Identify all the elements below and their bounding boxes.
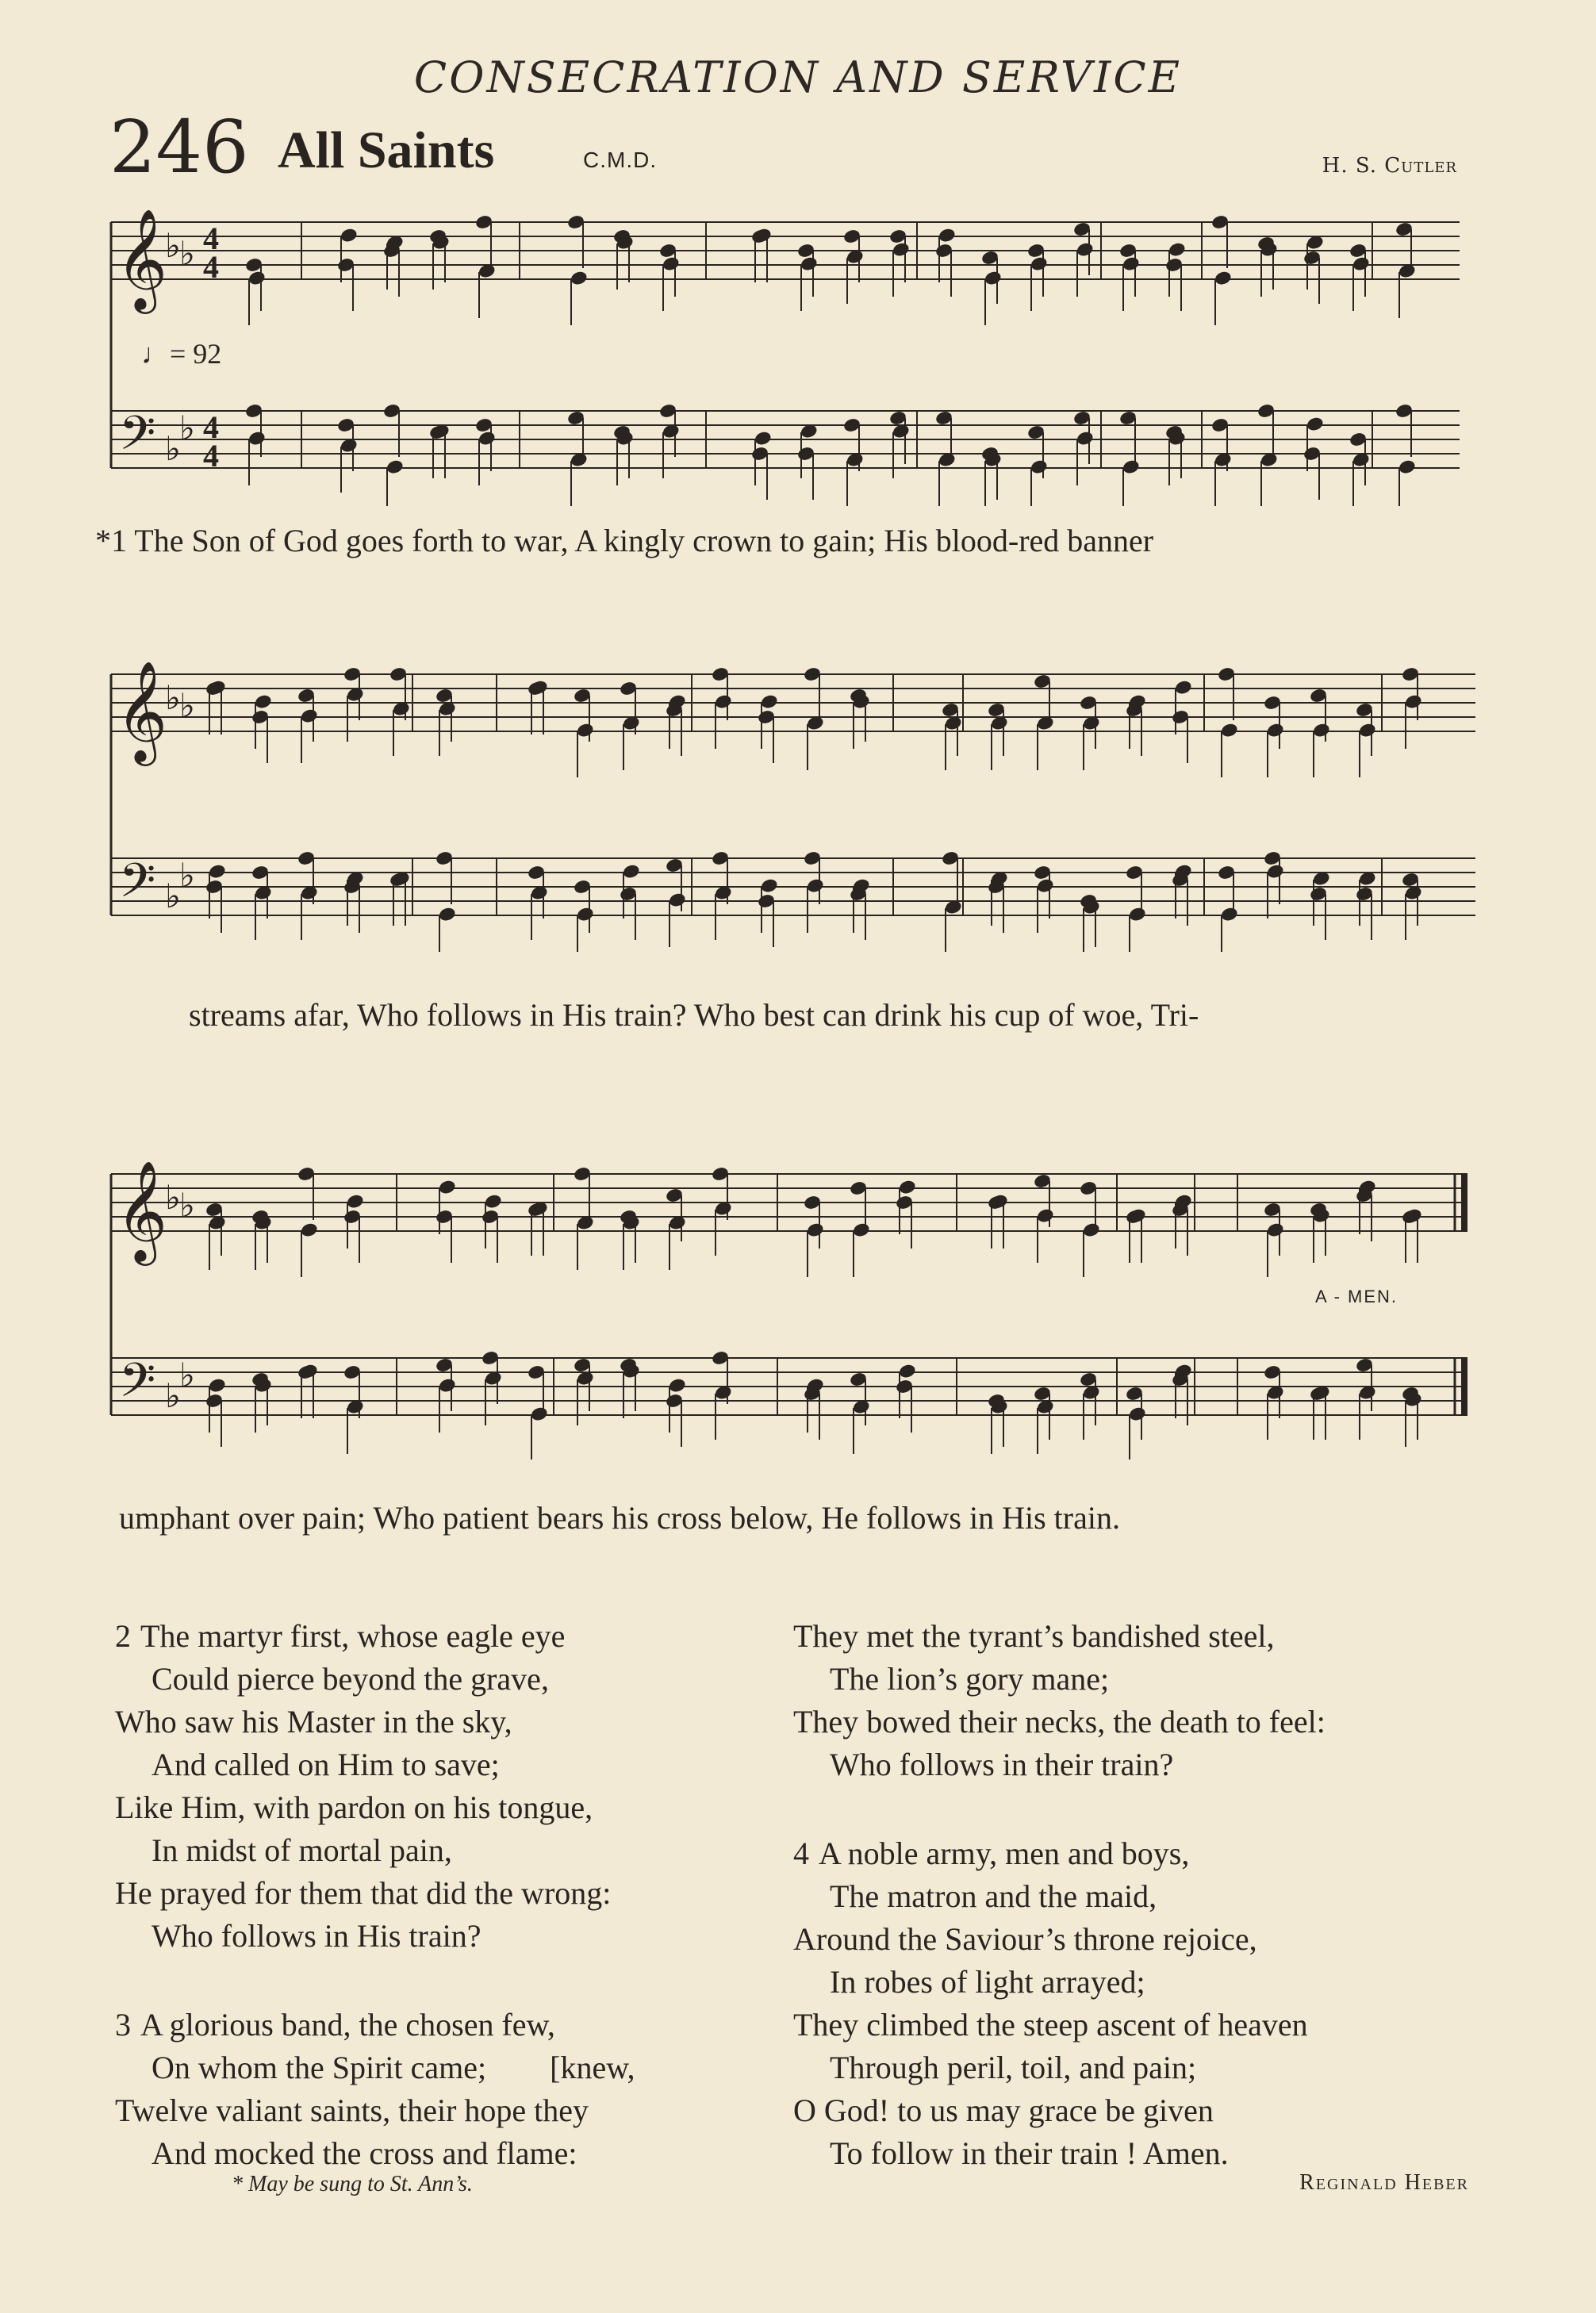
note-head: [208, 863, 227, 880]
verse-line: 4 A noble army, men and boys,: [793, 1832, 1491, 1875]
verse-line: And mocked the cross and flame:: [152, 2135, 577, 2171]
flat-icon: ♭: [179, 409, 195, 447]
note-head: [247, 430, 267, 447]
section-title: CONSECRATION AND SERVICE: [413, 52, 1183, 102]
note-head: [1404, 693, 1423, 710]
note-head: [1122, 255, 1141, 272]
note-head: [852, 1222, 871, 1238]
verses-left-column: [115, 1615, 781, 2175]
note-head: [668, 1377, 687, 1394]
note-head: [806, 877, 825, 894]
flat-icon: ♭: [165, 1376, 181, 1415]
verse-2: [115, 1615, 781, 1958]
note-head: [938, 227, 957, 244]
verse-line: Through peril, toil, and pain;: [830, 2050, 1197, 2085]
note-head: [1214, 270, 1233, 286]
verse-line: 3 A glorious band, the chosen few,: [115, 2004, 781, 2046]
note-head: [1168, 241, 1187, 258]
meter-label: C.M.D.: [583, 148, 658, 172]
note-head: [1266, 722, 1285, 738]
verse-3-continued: [793, 1615, 1491, 1786]
note-head: [1220, 722, 1239, 738]
verse-3: [115, 2004, 781, 2175]
amen-label: A - MEN.: [1315, 1287, 1398, 1306]
note-head: [1312, 722, 1331, 738]
verse-line: On whom the Spirit came; [knew,: [152, 2050, 635, 2085]
note-head: [1352, 255, 1371, 272]
music-system-3: [95, 1142, 1475, 1460]
note-head: [300, 1222, 319, 1238]
lyric-line-1: *1 The Son of God goes forth to war, A kingly crown to gain; His blood-red banner: [95, 523, 1154, 558]
flat-icon: ♭: [179, 234, 195, 273]
note-head: [300, 708, 319, 724]
verse-line: They bowed their necks, the death to feel:: [793, 1704, 1326, 1740]
verse-line: They climbed the steep ascent of heaven: [793, 2007, 1308, 2043]
note-head: [1122, 458, 1141, 475]
note-head: [438, 1377, 457, 1394]
note-head: [530, 1406, 549, 1422]
note-head: [1358, 722, 1377, 738]
note-head: [208, 1377, 227, 1394]
note-head: [898, 1179, 917, 1195]
verse-line: O God! to us may grace be given: [793, 2092, 1214, 2128]
note-head: [438, 1179, 457, 1195]
note-head: [1266, 863, 1285, 880]
lyric-line-3: umphant over pain; Who patient bears his cross below, He follows in His train.: [119, 1500, 1120, 1536]
verse-line: Like Him, with pardon on his tongue,: [115, 1789, 593, 1825]
verse-number: 3: [115, 2007, 131, 2043]
note-head: [1220, 906, 1239, 923]
note-head: [754, 430, 773, 447]
treble-clef-icon: 𝄞: [116, 1160, 168, 1261]
note-head: [668, 892, 687, 908]
flat-icon: ♭: [179, 1186, 195, 1225]
verse-line: Who saw his Master in the sky,: [115, 1704, 512, 1740]
treble-clef-icon: 𝄞: [116, 208, 168, 309]
music-system-2: [95, 650, 1475, 952]
treble-clef-icon: 𝄞: [116, 660, 168, 761]
flat-icon: ♭: [179, 1356, 195, 1394]
author-credit: Reginald Heber: [1299, 2170, 1469, 2195]
note-head: [1128, 1406, 1147, 1422]
note-head: [800, 255, 819, 272]
bass-clef-icon: 𝄢: [119, 405, 156, 472]
verse-line: To follow in their train ! Amen.: [830, 2135, 1229, 2171]
note-head: [247, 270, 267, 286]
time-signature-numerator: 4: [203, 221, 219, 256]
note-head: [714, 693, 733, 710]
note-head: [984, 270, 1003, 286]
note-head: [622, 863, 641, 880]
tempo-marking: ♩= 92: [141, 338, 222, 370]
note-head: [340, 227, 359, 244]
verse-line: 2 The martyr first, whose eagle eye: [115, 1615, 781, 1658]
time-signature-denominator: 4: [203, 249, 219, 285]
note-head: [1030, 458, 1049, 475]
hymn-name: All Saints: [278, 121, 495, 179]
note-head: [662, 255, 681, 272]
flat-icon: ♭: [179, 686, 195, 725]
flat-icon: ♭: [179, 856, 195, 895]
note-head: [760, 693, 779, 710]
verse-number: 2: [115, 1618, 131, 1654]
note-head: [576, 722, 595, 738]
time-signature-denominator: 4: [203, 438, 219, 474]
note-head: [760, 877, 779, 894]
note-head: [1076, 430, 1095, 447]
verse-4: [793, 1832, 1491, 2175]
verse-line: Twelve valiant saints, their hope they: [115, 2092, 589, 2128]
verse-line: In midst of mortal pain,: [152, 1832, 452, 1868]
note-head: [576, 906, 595, 923]
flat-icon: ♭: [165, 678, 181, 717]
footnote: * May be sung to St. Ann’s.: [232, 2172, 473, 2196]
note-head: [892, 241, 911, 258]
verses-right-column: [793, 1615, 1491, 2175]
note-head: [1036, 1207, 1055, 1224]
verse-line: They met the tyrant’s bandished steel,: [793, 1618, 1275, 1654]
verse-line: Who follows in His train?: [152, 1918, 481, 1954]
note-head: [1036, 877, 1055, 894]
bass-clef-icon: 𝄢: [119, 1352, 156, 1419]
bass-clef-icon: 𝄢: [119, 853, 156, 919]
flat-icon: ♭: [165, 429, 181, 468]
music-staff-system-1: [95, 205, 1475, 506]
verse-line: Could pierce beyond the grave,: [152, 1661, 549, 1697]
note-head: [1306, 416, 1325, 432]
note-head: [254, 693, 273, 710]
note-head: [1174, 679, 1193, 696]
verse-line: Who follows in their train?: [830, 1747, 1174, 1782]
lyric-line-2: streams afar, Who follows in His train? Who best can drink his cup of woe, Tri-: [189, 997, 1199, 1033]
note-head: [346, 1193, 365, 1210]
note-head: [570, 270, 589, 286]
verse-line: The matron and the maid,: [830, 1878, 1157, 1914]
flat-icon: ♭: [165, 1178, 181, 1217]
verse-number: 4: [793, 1835, 809, 1871]
music-system-1: [95, 205, 1475, 506]
note-head: [806, 1222, 825, 1238]
verse-line: In robes of light arrayed;: [830, 1964, 1145, 2000]
note-head: [1266, 1222, 1285, 1238]
verse-line: And called on Him to save;: [152, 1747, 500, 1782]
note-head: [898, 1363, 917, 1379]
note-head: [438, 906, 457, 923]
verse-line: The lion’s gory mane;: [830, 1661, 1110, 1697]
note-head: [484, 1193, 503, 1210]
note-head: [1128, 906, 1147, 923]
note-head: [1398, 458, 1417, 475]
note-head: [1076, 241, 1095, 258]
note-head: [1030, 255, 1049, 272]
music-staff-system-2: [95, 650, 1475, 952]
verse-line: He prayed for them that did the wrong:: [115, 1875, 612, 1911]
note-head: [1082, 1222, 1101, 1238]
time-signature-numerator: 4: [203, 409, 219, 445]
note-head: [478, 430, 497, 447]
flat-icon: ♭: [165, 226, 181, 265]
composer-credit: H. S. Cutler: [1322, 154, 1457, 178]
music-staff-system-3: [95, 1142, 1475, 1460]
flat-icon: ♭: [165, 876, 181, 915]
verse-line: Around the Saviour’s throne rejoice,: [793, 1921, 1257, 1957]
hymn-number: 246: [109, 105, 249, 190]
note-head: [386, 458, 405, 475]
